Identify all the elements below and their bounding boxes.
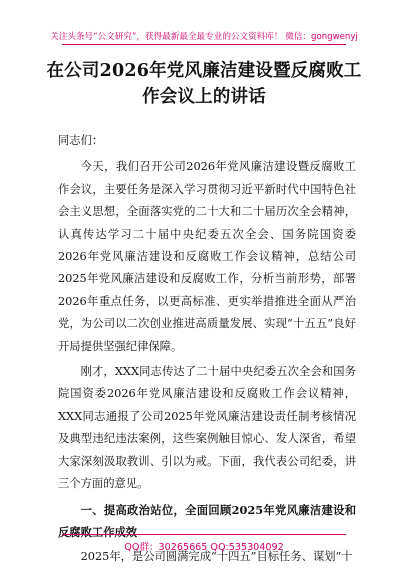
top-banner: 关注头条号“公文研究”，获得最新最全最专业的公文资料库！ 微信：gongwenyj [50,32,358,42]
bottom-divider [62,534,346,535]
salutation: 同志们： [58,134,104,147]
title-line-2: 作会议上的讲话 [142,87,266,107]
bottom-banner: QQ群：30265665 QQ:535304092 [124,542,284,553]
paragraph-3: 2025年，是公司圆满完成“十四五”目标任务、谋划“十 [80,550,353,564]
document-body [58,130,356,572]
title-line-1: 在公司2026年党风廉洁建设暨反腐败工 [46,61,362,81]
paragraph-1: 今天，我们召开公司2026年党风廉洁建设暨反腐败工作会议，主要任务是深入学习贯彻习近平新时代中国特色社会主义思想，全面落实党的二十大和二十届历次全会精神，认真传达学习二十届中央纪委五次全会、国务院国资委2026年党风廉洁建设和反腐败工作会议精神，总结公司2025年党风廉洁建设和反腐败工作，分析当前形势，部署2026年重点任务，以更高标准、更实举措推进全面从严治党，为公司以二次创业推进高质量发展、实现“十五五”良好开局提供坚强纪律保障。 [58,160,356,353]
paragraph-2: 刚才，XXX同志传达了二十届中央纪委五次全会和国务院国资委2026年党风廉洁建设和反腐败工作会议精神，XXX同志通报了公司2025年党风廉洁建设责任制考核情况及典型违纪违法案例，这些案例触目惊心、发人深省，希望大家深刻汲取教训、引以为戒。下面，我代表公司纪委，讲三个方面的意见。 [58,365,356,491]
section-heading-1: 一、提高政治站位，全面回顾2025年党风廉洁建设和反腐败工作成效 [58,502,356,539]
top-divider [62,44,346,45]
document-title [40,58,368,110]
